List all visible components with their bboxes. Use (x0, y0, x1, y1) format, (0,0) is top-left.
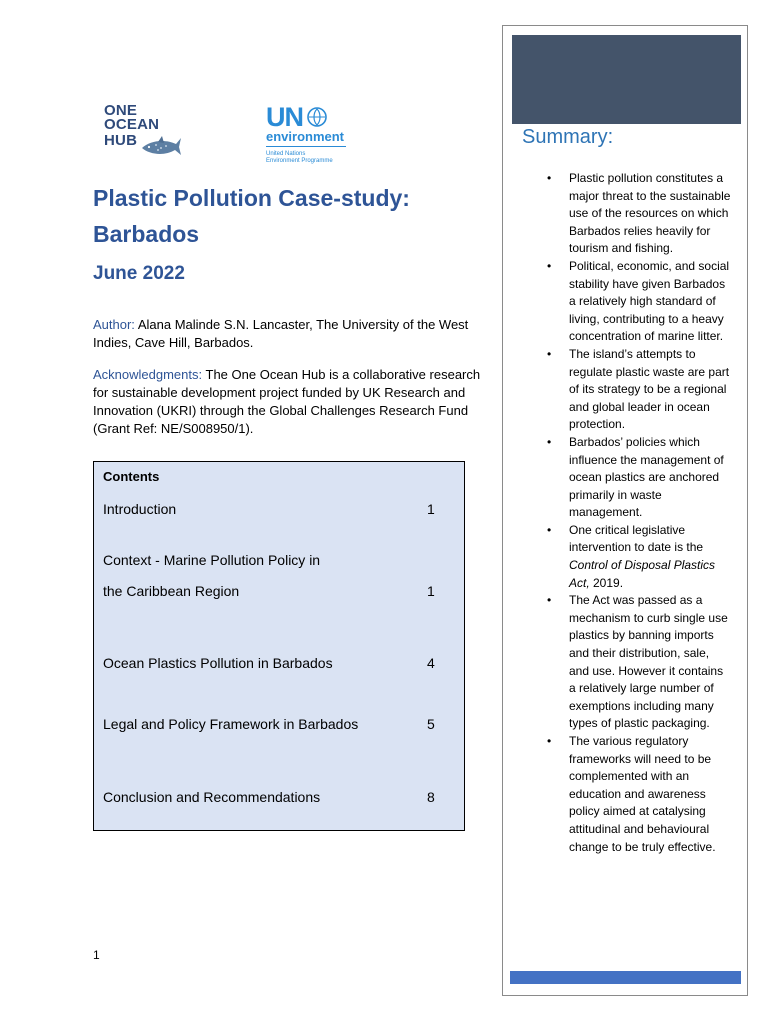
toc-page-number: 5 (427, 716, 435, 732)
author-paragraph (93, 316, 493, 352)
acknowledgments-label: Acknowledgments: (93, 367, 203, 382)
summary-bullet: • Plastic pollution constitutes a major threat to the sustainable use of the resources on which Barbados relies heavily for tourism and fishing. (569, 170, 731, 258)
acknowledgments-text: The One Ocean Hub is a collaborative research for sustainable development project funded by UK Research and Innovation (UKRI) through the Global Challenges Research Fund (Grant Ref: NE/S008950/1). (93, 367, 481, 436)
un-logo-small-text: Environment Programme (266, 158, 333, 164)
logo-text-line: ONE (104, 102, 138, 119)
summary-bullet (569, 522, 731, 592)
author-label: Author: (93, 317, 135, 332)
summary-bullet: • The various regulatory frameworks will need to be complemented with an education and awareness policy aimed at catalysing attitudinal and behavioural change to be truly effective. (569, 733, 731, 856)
act-name: Control of Disposal Plastics Act, (569, 558, 716, 590)
table-of-contents (93, 461, 465, 831)
un-logo-small-text: United Nations (266, 151, 306, 157)
sidebar-footer-bar (510, 971, 741, 984)
title-line: Plastic Pollution Case-study: (93, 185, 410, 211)
summary-title: Summary: (522, 126, 614, 148)
un-environment-logo (266, 104, 350, 168)
one-ocean-hub-logo (104, 104, 184, 166)
bullet-text: One critical legislative intervention to date is the (569, 522, 704, 555)
logo-text-line: HUB (104, 132, 138, 149)
toc-item-ocean-plastics[interactable]: Ocean Plastics Pollution in Barbados (103, 655, 333, 671)
acknowledgments-paragraph (93, 366, 493, 438)
un-logo-text: UN (266, 102, 303, 132)
summary-bullet-list (533, 170, 731, 856)
toc-page-number: 8 (427, 789, 435, 805)
summary-bullet: • The island’s attempts to regulate plastic waste are part of its strategy to be a regional and global leader in ocean protection. (569, 346, 731, 434)
toc-page-number: 1 (427, 583, 435, 599)
toc-item-conclusion[interactable]: Conclusion and Recommendations (103, 789, 321, 805)
toc-item-introduction[interactable]: Introduction (103, 501, 177, 517)
whale-shark-icon (140, 134, 182, 160)
summary-bullet: • Political, economic, and social stability have given Barbados a relatively high standard of living, contributing to a heavy concentration of marine litter. (569, 258, 731, 346)
page-number: 1 (93, 948, 100, 962)
summary-sidebar (502, 25, 748, 996)
sidebar-header-block (512, 35, 741, 124)
author-text: Alana Malinde S.N. Lancaster, The University of the West Indies, Cave Hill, Barbados. (93, 317, 469, 350)
document-date: June 2022 (93, 263, 185, 284)
toc-page-number: 1 (427, 501, 435, 517)
toc-item-legal-framework[interactable]: Legal and Policy Framework in Barbados (103, 716, 359, 732)
document-title (93, 180, 473, 252)
summary-bullet: • The Act was passed as a mechanism to curb single use plastics by banning imports and their distribution, sale, and use. However it contains a relatively large number of exemptions including many types of plastic packaging. (569, 592, 731, 733)
toc-item-context[interactable]: Context - Marine Pollution Policy in (103, 552, 321, 568)
logo-text-line: OCEAN (104, 116, 160, 133)
un-emblem-icon (306, 106, 328, 128)
summary-bullet: • Barbados’ policies which influence the management of ocean plastics are anchored primarily in waste management. (569, 434, 731, 522)
title-line: Barbados (93, 221, 200, 247)
bullet-text: 2019. (589, 575, 624, 590)
toc-page-number: 4 (427, 655, 435, 671)
toc-item-context-line2[interactable]: the Caribbean Region (103, 583, 240, 599)
environment-logo-text: environment (266, 129, 345, 144)
contents-heading: Contents (103, 469, 160, 484)
